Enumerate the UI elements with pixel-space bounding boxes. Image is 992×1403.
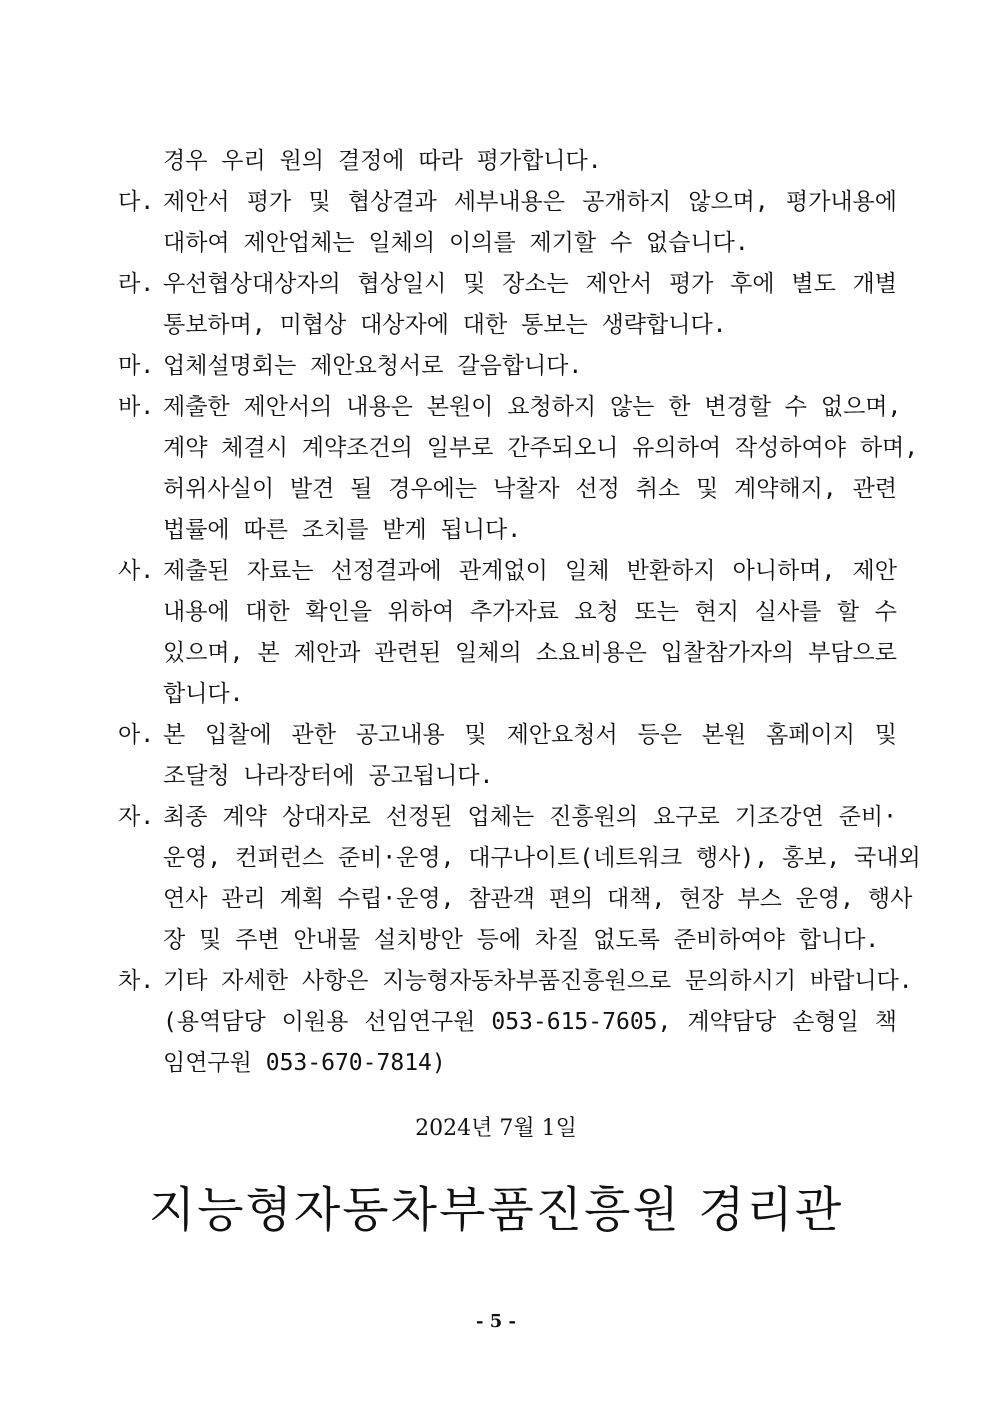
item-marker: 바.: [118, 394, 155, 420]
page-number: - 5 -: [476, 1311, 516, 1332]
item-line: 있으며, 본 제안과 관련된 일체의 소요비용은 입찰참가자의 부담으로: [163, 640, 897, 666]
item-line: 본 입찰에 관한 공고내용 및 제안요청서 등은 본원 홈페이지 및: [163, 722, 897, 748]
item-line: 기타 자세한 사항은 지능형자동차부품진흥원으로 문의하시기 바랍니다.: [163, 968, 913, 994]
item-line: 장 및 주변 안내물 설치방안 등에 차질 없도록 준비하여야 합니다.: [163, 927, 880, 953]
item-line: 운영, 컨퍼런스 준비·운영, 대구나이트(네트워크 행사), 홍보, 국내외: [163, 845, 921, 871]
item-line: 임연구원 053-670-7814): [163, 1050, 446, 1076]
item-line: 제출한 제안서의 내용은 본원이 요청하지 않는 한 변경할 수 없으며,: [163, 394, 902, 420]
item-marker: 아.: [118, 722, 155, 748]
document-date: 2024년 7월 1일: [415, 1116, 577, 1141]
item-line: 계약 체결시 계약조건의 일부로 간주되오니 유의하여 작성하여야 하며,: [163, 435, 919, 461]
item-marker: 마.: [118, 353, 155, 379]
item-line: 합니다.: [163, 681, 244, 707]
item-line: 조달청 나라장터에 공고됩니다.: [163, 763, 494, 789]
item-line: 법률에 따른 조치를 받게 됩니다.: [163, 517, 522, 543]
item-line: 최종 계약 상대자로 선정된 업체는 진흥원의 요구로 기조강연 준비·: [163, 804, 897, 830]
item-line: 대하여 제안업체는 일체의 이의를 제기할 수 없습니다.: [163, 230, 749, 256]
item-line: 업체설명회는 제안요청서로 갈음합니다.: [163, 353, 583, 379]
issuer-signature: 지능형자동차부품진흥원 경리관: [148, 1182, 844, 1238]
item-marker: 차.: [118, 968, 155, 994]
item-marker: 자.: [118, 804, 155, 830]
item-line: 제안서 평가 및 협상결과 세부내용은 공개하지 않으며, 평가내용에: [163, 189, 897, 215]
item-line: 경우 우리 원의 결정에 따라 평가합니다.: [163, 148, 602, 174]
item-line: 우선협상대상자의 협상일시 및 장소는 제안서 평가 후에 별도 개별: [163, 271, 897, 297]
item-line: 통보하며, 미협상 대상자에 대한 통보는 생략합니다.: [163, 312, 727, 338]
item-line: 연사 관리 계획 수립·운영, 참관객 편의 대책, 현장 부스 운영, 행사: [163, 886, 913, 912]
item-marker: 라.: [118, 271, 155, 297]
item-marker: 다.: [118, 189, 155, 215]
item-line: 허위사실이 발견 될 경우에는 낙찰자 선정 취소 및 계약해지, 관련: [163, 476, 897, 502]
item-line: (용역담당 이원용 선임연구원 053-615-7605, 계약담당 손형일 책: [163, 1009, 897, 1035]
item-line: 내용에 대한 확인을 위하여 추가자료 요청 또는 현지 실사를 할 수: [163, 599, 897, 625]
item-marker: 사.: [118, 558, 155, 584]
item-line: 제출된 자료는 선정결과에 관계없이 일체 반환하지 아니하며, 제안: [163, 558, 897, 584]
